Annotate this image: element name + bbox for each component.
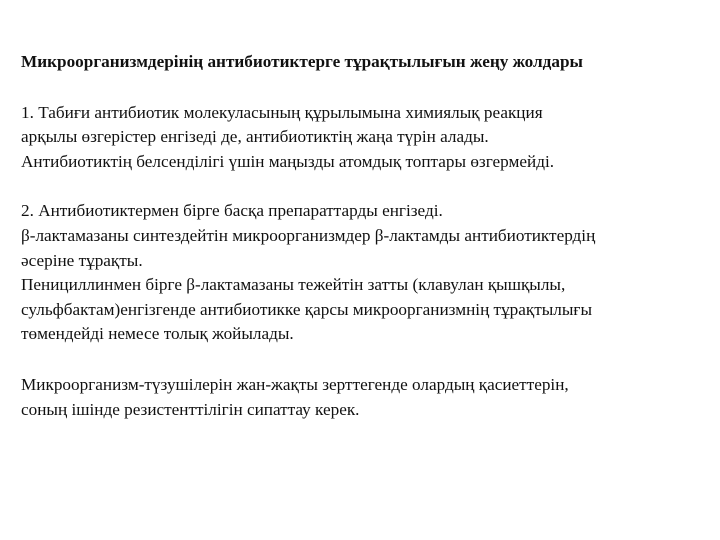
paragraph-line: әсеріне тұрақты. — [21, 250, 143, 270]
paragraph-line: арқылы өзгерістер енгізеді де, антибиотиктің жаңа түрін алады. — [21, 127, 489, 147]
slide-content — [21, 50, 701, 422]
paragraph-line: 2. Антибиотиктермен бірге басқа препараттарды енгізеді. — [21, 201, 443, 221]
spacer — [21, 75, 701, 101]
paragraph-line: Микроорганизм-түзушілерін жан-жақты зерттегенде олардың қасиеттерін, — [21, 374, 569, 394]
paragraph-conclusion — [21, 373, 701, 422]
paragraph-line: Антибиотиктің белсенділігі үшін маңызды атомдық топтары өзгермейді. — [21, 151, 555, 171]
paragraph-method-2 — [21, 199, 701, 347]
paragraph-line: соның ішінде резистенттілігін сипаттау керек. — [21, 399, 360, 419]
paragraph-line: сульфбактам)енгізгенде антибиотикке қарсы микроорганизмнің тұрақтылығы — [21, 299, 593, 319]
paragraph-method-1 — [21, 101, 701, 175]
paragraph-line: 1. Табиғи антибиотик молекуласының құрылымына химиялық реакция — [21, 102, 543, 122]
paragraph-line: төмендейді немесе толық жойылады. — [21, 324, 294, 344]
spacer — [21, 174, 701, 199]
slide-title: Микроорганизмдерінің антибиотиктерге тұрақтылығын жеңу жолдары — [21, 52, 583, 71]
spacer — [21, 347, 701, 373]
paragraph-line: β-лактамазаны синтездейтін микроорганизмдер β-лактамды антибиотиктердің — [21, 225, 596, 245]
paragraph-line: Пенициллинмен бірге β-лактамазаны тежейтін затты (клавулан қышқылы, — [21, 275, 566, 295]
